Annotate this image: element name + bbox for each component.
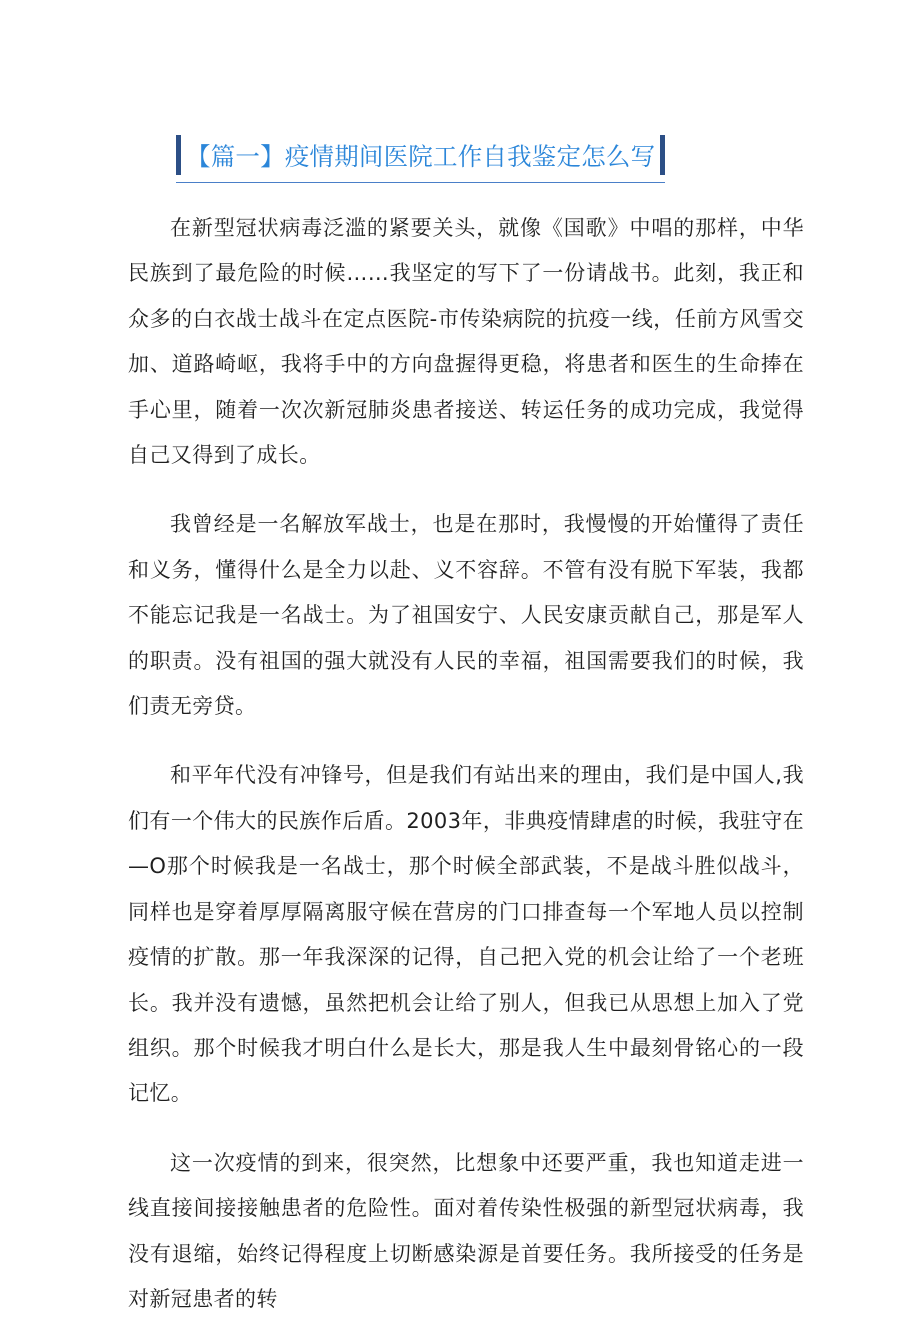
paragraph-1: 在新型冠状病毒泛滥的紧要关头，就像《国歌》中唱的那样，中华民族到了最危险的时候……我坚定的写下了一份请战书。此刻，我正和众多的白衣战士战斗在定点医院-市传染病院的抗疫一线，任前方风雪交加、道路崎岖，我将手中的方向盘握得更稳，将患者和医生的生命捧在手心里，随着一次次新冠肺炎患者接送、转运任务的成功完成，我觉得自己又得到了成长。 (128, 216, 804, 468)
paragraph-3: 和平年代没有冲锋号，但是我们有站出来的理由，我们是中国人,我们有一个伟大的民族作后盾。2003年，非典疫情肆虐的时候，我驻守在—O那个时候我是一名战士，那个时候全部武装，不是战斗胜似战斗，同样也是穿着厚厚隔离服守候在营房的门口排查每一个军地人员以控制疫情的扩散。那一年我深深的记得，自己把入党的机会让给了一个老班长。我并没有遗憾，虽然把机会让给了别人，但我已从思想上加入了党组织。那个时候我才明白什么是长大，那是我人生中最刻骨铭心的一段记忆。 (128, 763, 804, 1106)
paragraph-4: 这一次疫情的到来，很突然，比想象中还要严重，我也知道走进一线直接间接接触患者的危险性。面对着传染性极强的新型冠状病毒，我没有退缩，始终记得程度上切断感染源是首要任务。我所接受的任务是对新冠患者的转 (128, 1150, 804, 1311)
title-right-bar (660, 135, 665, 175)
document-body (128, 206, 804, 1322)
paragraph-2: 我曾经是一名解放军战士，也是在那时，我慢慢的开始懂得了责任和义务，懂得什么是全力以赴、义不容辞。不管有没有脱下军装，我都不能忘记我是一名战士。为了祖国安宁、人民安康贡献自己，那是军人的职责。没有祖国的强大就没有人民的幸福，祖国需要我们的时候，我们责无旁贷。 (128, 512, 804, 719)
section-title-text: 【篇一】疫情期间医院工作自我鉴定怎么写 (186, 141, 656, 171)
section-title (176, 130, 665, 183)
